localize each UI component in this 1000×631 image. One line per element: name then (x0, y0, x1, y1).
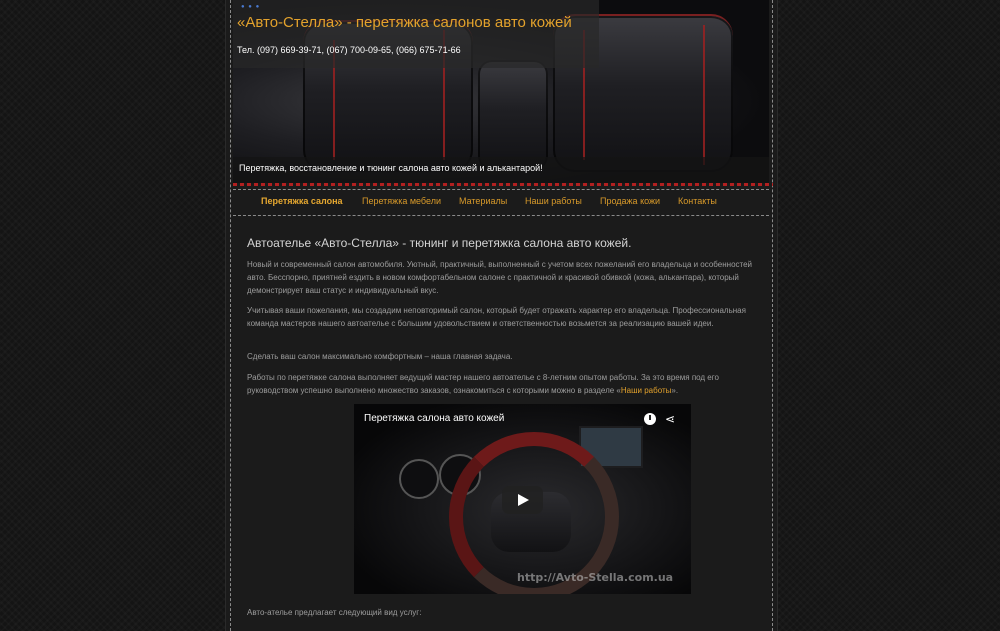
car-console-image (478, 60, 548, 170)
play-icon[interactable] (502, 486, 543, 514)
header-banner (233, 0, 769, 183)
phone-numbers: Тел. (097) 669-39-71, (067) 700-09-65, (066) 675-71-66 (237, 45, 461, 55)
main-navigation (226, 196, 777, 212)
video-watermark: http://Avto-Stella.com.ua (517, 571, 674, 584)
paragraph-goal: Сделать ваш салон максимально комфортным – наша главная задача. (247, 352, 513, 361)
nav-item-our-works[interactable]: Наши работы (525, 196, 582, 206)
paragraph-intro: Новый и современный салон автомобиля. Уютный, практичный, выполненный с учетом всех пожеланий его владельца и особенностей авто. Бесспорно, приятней ездить в новом комфортабельном салоне с практичной и красивой обивкой (кожа, алькантара), который демонстрирует ваш статус и индивидуальный вкус. (247, 260, 753, 295)
left-dashed-border (230, 0, 231, 631)
site-title[interactable]: «Авто-Стелла» - перетяжка салонов авто кожей (237, 14, 572, 31)
red-stitch-divider (233, 183, 773, 186)
our-works-link[interactable]: Наши работы (620, 386, 672, 395)
nav-item-upholstery[interactable]: Перетяжка салона (261, 196, 343, 206)
nav-item-contacts[interactable]: Контакты (678, 196, 717, 206)
slider-dots-icon[interactable]: ● ● ● (241, 4, 261, 10)
title-overlay (233, 0, 599, 68)
youtube-video-player[interactable] (354, 404, 691, 594)
stitch-line (703, 25, 705, 165)
page-wrapper (225, 0, 778, 631)
gauge-image (399, 459, 439, 499)
paragraph-master-end: ». (671, 386, 679, 395)
share-icon[interactable]: ⋖ (665, 412, 676, 426)
nav-divider-bottom (233, 215, 769, 216)
clock-icon[interactable] (644, 413, 656, 425)
slogan-text: Перетяжка, восстановление и тюнинг салона авто кожей и алькантарой! (239, 163, 543, 173)
page-heading: Автоателье «Авто-Стелла» - тюнинг и перетяжка салона авто кожей. (247, 236, 632, 250)
right-dashed-border (772, 0, 773, 631)
paragraph-master-text: Работы по перетяжке салона выполняет ведущий мастер нашего автоателье с 8-летним опытом работы. За это время под его руководством успешно выполнено множество заказов, ознакомиться с которыми можно в разделе « (247, 373, 719, 395)
nav-item-furniture[interactable]: Перетяжка мебели (362, 196, 441, 206)
paragraph-services: Авто-ателье предлагает следующий вид услуг: (247, 608, 422, 617)
nav-divider-top (233, 189, 769, 190)
main-content (247, 236, 753, 617)
video-title[interactable]: Перетяжка салона авто кожей (364, 413, 505, 424)
paragraph-master (247, 371, 753, 397)
paragraph-wishes: Учитывая ваши пожелания, мы создадим неповторимый салон, который будет отражать характер его владельца. Профессиональная команда мастеров нашего автоателье с большим удовольствием и ответственностью возьмется за реализацию вашей идеи. (247, 306, 746, 328)
nav-item-leather-sale[interactable]: Продажа кожи (600, 196, 661, 206)
nav-item-materials[interactable]: Материалы (459, 196, 508, 206)
